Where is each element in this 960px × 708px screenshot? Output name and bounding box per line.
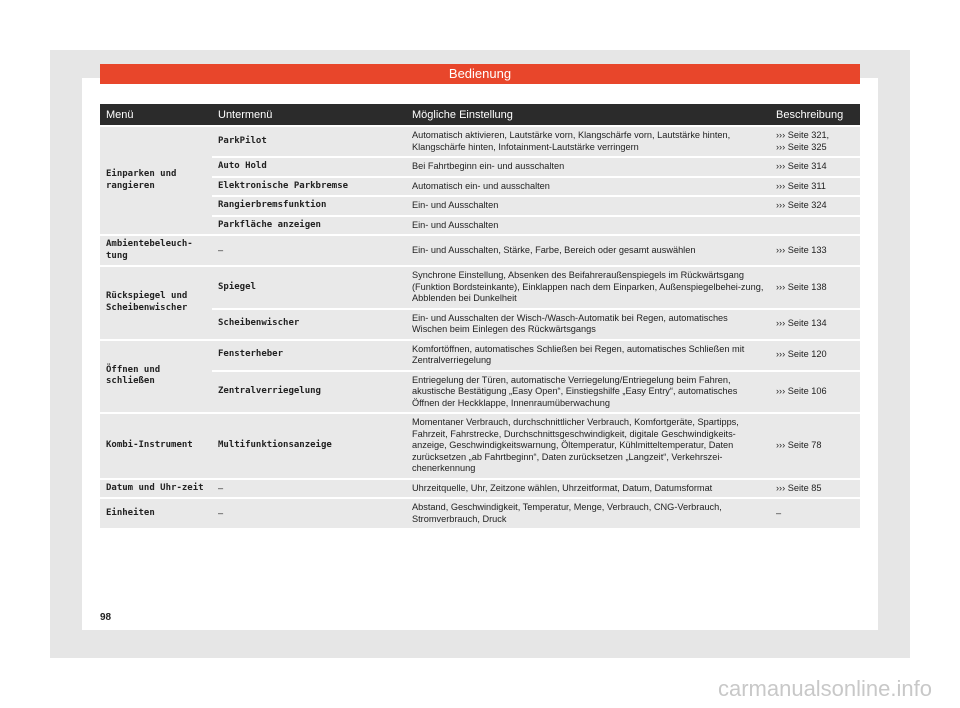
- submenu-cell: Zentralverriegelung: [212, 372, 406, 413]
- menu-cell: Rückspiegel und Scheibenwischer: [100, 267, 212, 339]
- menu-cell: Kombi-Instrument: [100, 414, 212, 478]
- table-row: [100, 499, 860, 528]
- settings-table: [100, 102, 860, 530]
- reference-cell: [770, 217, 860, 235]
- table-row: [100, 267, 860, 308]
- setting-cell: Entriegelung der Türen, automatische Verriegelung/Entriegelung beim Fahren, akustische Bestätigung „Easy Open“, Einstiegshilfe „Easy Entry“, automatisches Öffnen der Heckklappe, Innenraumüberwachung: [406, 372, 770, 413]
- page-number: 98: [100, 612, 112, 623]
- submenu-cell: Parkfläche anzeigen: [212, 217, 406, 235]
- reference-cell: ››› Seite 311: [770, 178, 860, 196]
- setting-cell: Bei Fahrtbeginn ein- und ausschalten: [406, 158, 770, 176]
- submenu-cell: ParkPilot: [212, 127, 406, 156]
- submenu-cell: Fensterheber: [212, 341, 406, 370]
- document-page: [82, 66, 878, 630]
- menu-cell: Öffnen und schließen: [100, 341, 212, 413]
- reference-cell: ››› Seite 133: [770, 236, 860, 265]
- reference-cell: ››› Seite 321, ››› Seite 325: [770, 127, 860, 156]
- table-row: [100, 127, 860, 156]
- setting-cell: Ein- und Ausschalten, Stärke, Farbe, Bereich oder gesamt auswählen: [406, 236, 770, 265]
- submenu-cell: Multifunktionsanzeige: [212, 414, 406, 478]
- column-header: Untermenü: [212, 104, 406, 125]
- submenu-cell: Rangierbremsfunktion: [212, 197, 406, 215]
- column-header: Menü: [100, 104, 212, 125]
- table-row: [100, 310, 860, 339]
- setting-cell: Ein- und Ausschalten: [406, 197, 770, 215]
- page-background: [50, 50, 910, 658]
- section-header: Bedienung: [100, 64, 860, 84]
- table-row: [100, 480, 860, 498]
- reference-cell: ››› Seite 78: [770, 414, 860, 478]
- submenu-cell: Scheibenwischer: [212, 310, 406, 339]
- column-header: Mögliche Einstellung: [406, 104, 770, 125]
- setting-cell: Momentaner Verbrauch, durchschnittlicher Verbrauch, Komfortgeräte, Spartipps, Fahrzeit, Fahrstrecke, Durchschnittsgeschwindigkeit, digitale Geschwindigkeits-anzeige, Geschwindigkeitswarnung, Öltemperatur, Kühlmitteltemperatur, Daten zurücksetzen „ab Fahrtbeginn“, Daten zurücksetzen „Langzeit“, Verkehrszei-chenerkennung: [406, 414, 770, 478]
- setting-cell: Ein- und Ausschalten der Wisch-/Wasch-Automatik bei Regen, automatisches Wischen beim Einlegen des Rückwärtsgangs: [406, 310, 770, 339]
- table-row: [100, 236, 860, 265]
- table-row: [100, 197, 860, 215]
- reference-cell: ››› Seite 85: [770, 480, 860, 498]
- reference-cell: ››› Seite 106: [770, 372, 860, 413]
- submenu-cell: Spiegel: [212, 267, 406, 308]
- submenu-cell: –: [212, 480, 406, 498]
- reference-cell: ››› Seite 120: [770, 341, 860, 370]
- reference-cell: –: [770, 499, 860, 528]
- menu-cell: Einheiten: [100, 499, 212, 528]
- menu-cell: Ambientebeleuch-tung: [100, 236, 212, 265]
- column-header: Beschreibung: [770, 104, 860, 125]
- setting-cell: Ein- und Ausschalten: [406, 217, 770, 235]
- watermark: carmanualsonline.info: [717, 676, 932, 701]
- setting-cell: Abstand, Geschwindigkeit, Temperatur, Menge, Verbrauch, CNG-Verbrauch, Stromverbrauch, Druck: [406, 499, 770, 528]
- reference-cell: ››› Seite 134: [770, 310, 860, 339]
- table-row: [100, 341, 860, 370]
- table-header-row: [100, 104, 860, 125]
- setting-cell: Automatisch aktivieren, Lautstärke vorn, Klangschärfe vorn, Lautstärke hinten, Klangschärfe hinten, Infotainment-Lautstärke verringern: [406, 127, 770, 156]
- submenu-cell: Auto Hold: [212, 158, 406, 176]
- table-row: [100, 178, 860, 196]
- submenu-cell: Elektronische Parkbremse: [212, 178, 406, 196]
- setting-cell: Automatisch ein- und ausschalten: [406, 178, 770, 196]
- setting-cell: Uhrzeitquelle, Uhr, Zeitzone wählen, Uhrzeitformat, Datum, Datumsformat: [406, 480, 770, 498]
- table-row: [100, 158, 860, 176]
- submenu-cell: –: [212, 236, 406, 265]
- reference-cell: ››› Seite 314: [770, 158, 860, 176]
- table-row: [100, 372, 860, 413]
- setting-cell: Komfortöffnen, automatisches Schließen bei Regen, automatisches Schließen mit Zentralverriegelung: [406, 341, 770, 370]
- table-row: [100, 414, 860, 478]
- setting-cell: Synchrone Einstellung, Absenken des Beifahreraußenspiegels im Rückwärtsgang (Funktion Bordsteinkante), Einklappen nach dem Einparken, Außenspiegelbehei-zung, Abblenden bei Dunkelheit: [406, 267, 770, 308]
- menu-cell: Einparken und rangieren: [100, 127, 212, 234]
- table-row: [100, 217, 860, 235]
- menu-cell: Datum und Uhr-zeit: [100, 480, 212, 498]
- reference-cell: ››› Seite 324: [770, 197, 860, 215]
- submenu-cell: –: [212, 499, 406, 528]
- reference-cell: ››› Seite 138: [770, 267, 860, 308]
